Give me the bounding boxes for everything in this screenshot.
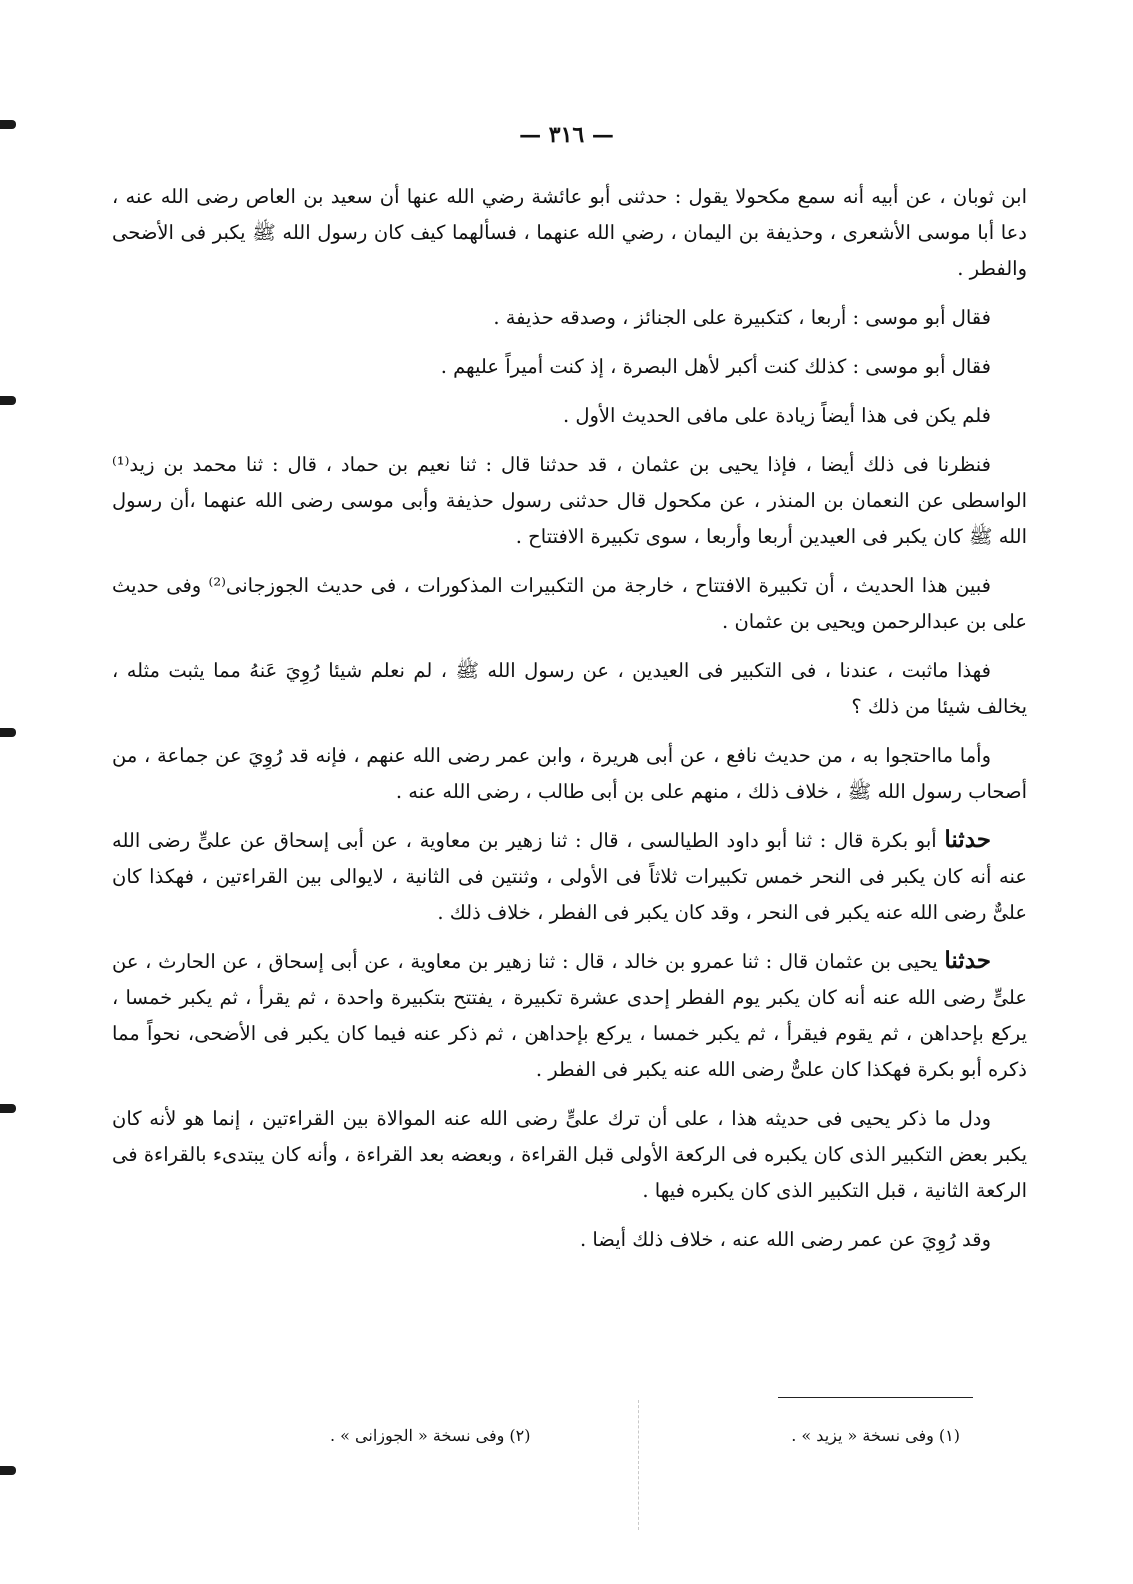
paragraph bbox=[112, 348, 1027, 385]
footnotes bbox=[330, 1426, 960, 1445]
paragraph bbox=[112, 1221, 1027, 1258]
footnote: (٢) وفى نسخة « الجوزانى » . bbox=[330, 1426, 531, 1445]
paragraph bbox=[112, 446, 1027, 555]
paragraph-keyword: حدثنا bbox=[944, 947, 991, 974]
paragraph bbox=[112, 299, 1027, 336]
paragraph bbox=[112, 1100, 1027, 1209]
edge-mark bbox=[0, 1104, 16, 1113]
paragraph-text: فقال أبو موسى : كذلك كنت أكبر لأهل البصرة ، إذ كنت أميراً عليهم . bbox=[440, 355, 991, 378]
paragraph-text: فقال أبو موسى : أربعا ، كتكبيرة على الجنائز ، وصدقه حذيفة . bbox=[493, 306, 991, 329]
paragraph-text: فنظرنا فى ذلك أيضا ، فإذا يحيى بن عثمان ، قد حدثنا قال : ثنا نعيم بن حماد ، قال : ثنا محمد بن زيد⁽¹⁾ الواسطى عن النعمان بن المنذر ، عن مكحول قال حدثنى رسول حذيفة وأبى موسى رضى الله عنهما ،أن رسول الله ﷺ كان يكبر فى العيدين أربعا وأربعا ، سوى تكبيرة الافتتاح . bbox=[112, 453, 1027, 548]
page-number: — ٣١٦ — bbox=[519, 122, 614, 148]
paragraph-text: وقد رُوِيَ عن عمر رضى الله عنه ، خلاف ذلك أيضا . bbox=[579, 1228, 991, 1251]
edge-mark bbox=[0, 1466, 16, 1475]
paragraph-text: يحيى بن عثمان قال : ثنا عمرو بن خالد ، قال : ثنا زهير بن معاوية ، عن أبى إسحاق ، عن الحارث ، عن علىٍّ رضى الله عنه أنه كان يكبر يوم الفطر إحدى عشرة تكبيرة ، يفتتح بتكبيرة واحدة ، ثم يقرأ ، ثم يكبر خمسا ، يركع بإحداهن ، ثم يقوم فيقرأ ، ثم يكبر خمسا ، يركع بإحداهن ، ثم ذكر عنه فيما كان يكبر فى الأضحى، نحواً مما ذكره أبو بكرة فهكذا كان علىٌّ رضى الله عنه يكبر فى الفطر . bbox=[112, 950, 1027, 1081]
paragraph bbox=[112, 943, 1027, 1088]
paragraph bbox=[112, 737, 1027, 810]
paragraph-text: أبو بكرة قال : ثنا أبو داود الطيالسى ، قال : ثنا زهير بن معاوية ، عن أبى إسحاق عن علىٍّ رضى الله عنه أنه كان يكبر فى النحر خمس تكبيرات ثلاثاً فى الأولى ، وثنتين فى الثانية ، لايوالى بين القراءتين ، فهكذا كان علىٌّ رضى الله عنه يكبر فى النحر ، وقد كان يكبر فى الفطر ، خلاف ذلك . bbox=[112, 829, 1027, 924]
paragraph-text: فلم يكن فى هذا أيضاً زيادة على مافى الحديث الأول . bbox=[562, 404, 991, 427]
paragraph bbox=[112, 567, 1027, 640]
paragraph-text: ودل ما ذكر يحيى فى حديثه هذا ، على أن ترك علىٍّ رضى الله عنه الموالاة بين القراءتين ، إنما هو لأنه كان يكبر بعض التكبير الذى كان يكبره فى الركعة الأولى قبل القراءة ، وبعضه بعد القراءة ، وأنه كان يبتدىء بالقراءة فى الركعة الثانية ، قبل التكبير الذى كان يكبره فيها . bbox=[112, 1107, 1027, 1202]
paragraph bbox=[112, 822, 1027, 931]
paragraph bbox=[112, 397, 1027, 434]
paragraph bbox=[112, 652, 1027, 725]
paragraph-text: وأما مااحتجوا به ، من حديث نافع ، عن أبى هريرة ، وابن عمر رضى الله عنهم ، فإنه قد رُوِيَ عن جماعة ، من أصحاب رسول الله ﷺ ، خلاف ذلك ، منهم على بن أبى طالب ، رضى الله عنه . bbox=[112, 744, 1027, 803]
edge-mark bbox=[0, 728, 16, 737]
body-text bbox=[112, 178, 1027, 1266]
fold-line bbox=[638, 1400, 639, 1530]
paragraph-keyword: حدثنا bbox=[944, 826, 991, 853]
footnote-divider bbox=[778, 1397, 973, 1398]
paragraph-text: فبين هذا الحديث ، أن تكبيرة الافتتاح ، خارجة من التكبيرات المذكورات ، فى حديث الجوزجانى⁽²⁾ وفى حديث على بن عبدالرحمن ويحيى بن عثمان . bbox=[112, 574, 1027, 633]
edge-mark bbox=[0, 396, 16, 405]
footnote: (١) وفى نسخة « يزيد » . bbox=[791, 1426, 960, 1445]
paragraph-text: ابن ثوبان ، عن أبيه أنه سمع مكحولا يقول : حدثنى أبو عائشة رضي الله عنها أن سعيد بن العاص رضى الله عنه ، دعا أبا موسى الأشعرى ، وحذيفة بن اليمان ، رضي الله عنهما ، فسألهما كيف كان رسول الله ﷺ يكبر فى الأضحى والفطر . bbox=[112, 185, 1027, 280]
paragraph bbox=[112, 178, 1027, 287]
paragraph-text: فهذا ماثبت ، عندنا ، فى التكبير فى العيدين ، عن رسول الله ﷺ ، لم نعلم شيئا رُوِيَ عَنهُ مما يثبت مثله ، يخالف شيئا من ذلك ؟ bbox=[112, 659, 1027, 718]
